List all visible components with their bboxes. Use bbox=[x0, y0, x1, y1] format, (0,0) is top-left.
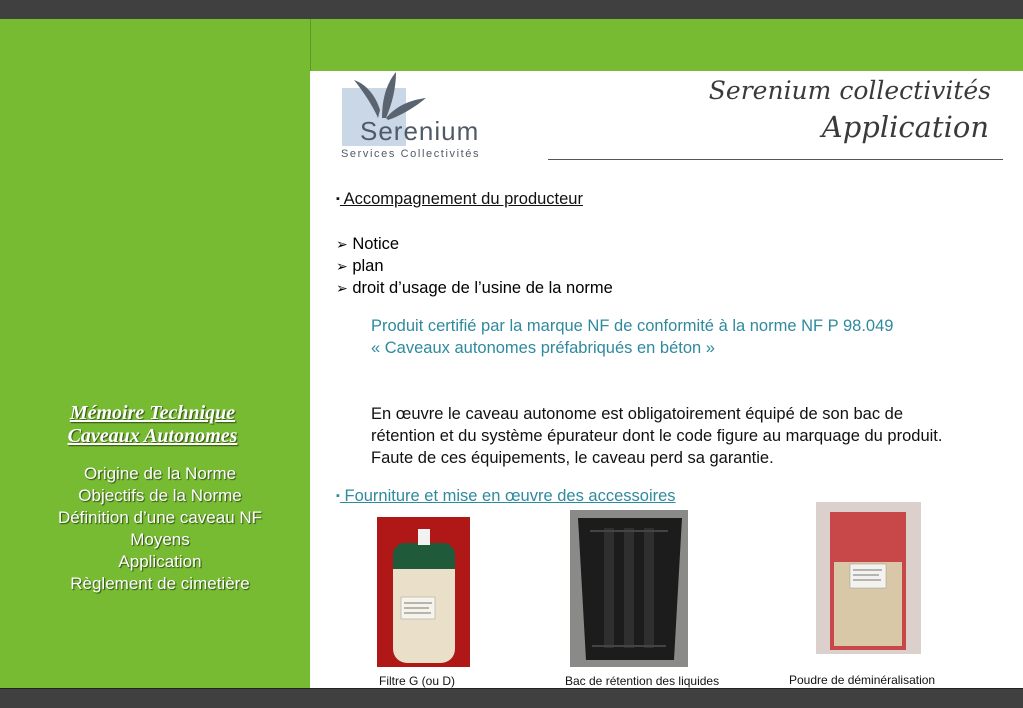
certification-note: Produit certifié par la marque NF de conformité à la norme NF P 98.049 « Caveaux autonomes préfabriqués en béton » bbox=[371, 317, 894, 357]
sidebar-title-line1: Mémoire Technique bbox=[69, 402, 236, 424]
list-item: ➢ plan bbox=[336, 257, 384, 275]
square-bullet-icon: ▪ bbox=[336, 193, 340, 205]
bottom-bar bbox=[0, 688, 1023, 708]
section-accessoires bbox=[336, 487, 676, 506]
section-heading: Fourniture et mise en œuvre des accessoires bbox=[339, 487, 676, 505]
sidebar-item-origine[interactable]: Origine de la Norme bbox=[83, 464, 237, 483]
filter-photo bbox=[377, 517, 470, 667]
arrow-bullet-icon: ➢ bbox=[336, 280, 348, 296]
arrow-bullet-icon: ➢ bbox=[336, 258, 348, 274]
logo-wordmark: Serenium bbox=[360, 116, 480, 146]
page-header-brand: Serenium collectivités bbox=[708, 76, 991, 105]
sidebar-item-objectifs[interactable]: Objectifs de la Norme bbox=[78, 486, 242, 505]
powder-bag-photo bbox=[816, 502, 921, 654]
square-bullet-icon: ▪ bbox=[336, 490, 340, 502]
list-item: ➢ droit d’usage de l’usine de la norme bbox=[336, 279, 613, 297]
caption-powder: Poudre de déminéralisation bbox=[789, 673, 936, 687]
section-heading: Accompagnement du producteur bbox=[339, 190, 583, 208]
sidebar-item-application[interactable]: Application bbox=[118, 552, 202, 571]
sidebar-item-moyens[interactable]: Moyens bbox=[130, 530, 190, 549]
serenium-logo bbox=[338, 70, 508, 165]
top-bar bbox=[0, 0, 1023, 19]
list-item: ➢ Notice bbox=[336, 235, 400, 253]
retention-tray-photo bbox=[570, 510, 688, 667]
logo-tagline: Services Collectivités bbox=[341, 148, 481, 160]
sidebar-item-definition[interactable]: Définition d’une caveau NF bbox=[57, 508, 263, 527]
notice-list bbox=[336, 233, 613, 299]
arrow-bullet-icon: ➢ bbox=[336, 236, 348, 252]
header-band bbox=[310, 19, 1023, 71]
page-title: Application bbox=[821, 110, 989, 144]
sidebar-item-reglement[interactable]: Règlement de cimetière bbox=[70, 574, 250, 593]
sidebar-nav bbox=[10, 463, 310, 595]
caption-retention-tray: Bac de rétention des liquides bbox=[565, 674, 720, 688]
section-accompagnement bbox=[336, 190, 583, 209]
warranty-paragraph: En œuvre le caveau autonome est obligatoirement équipé de son bac de rétention et du système épurateur dont le code figure au marquage du produit. Faute de ces équipements, le caveau perd sa garantie. bbox=[371, 405, 943, 467]
sidebar-title-line2: Caveaux Autonomes bbox=[67, 425, 238, 447]
header-divider bbox=[548, 159, 1003, 160]
leaf-icon bbox=[352, 70, 432, 120]
caption-filter: Filtre G (ou D) bbox=[379, 674, 456, 688]
